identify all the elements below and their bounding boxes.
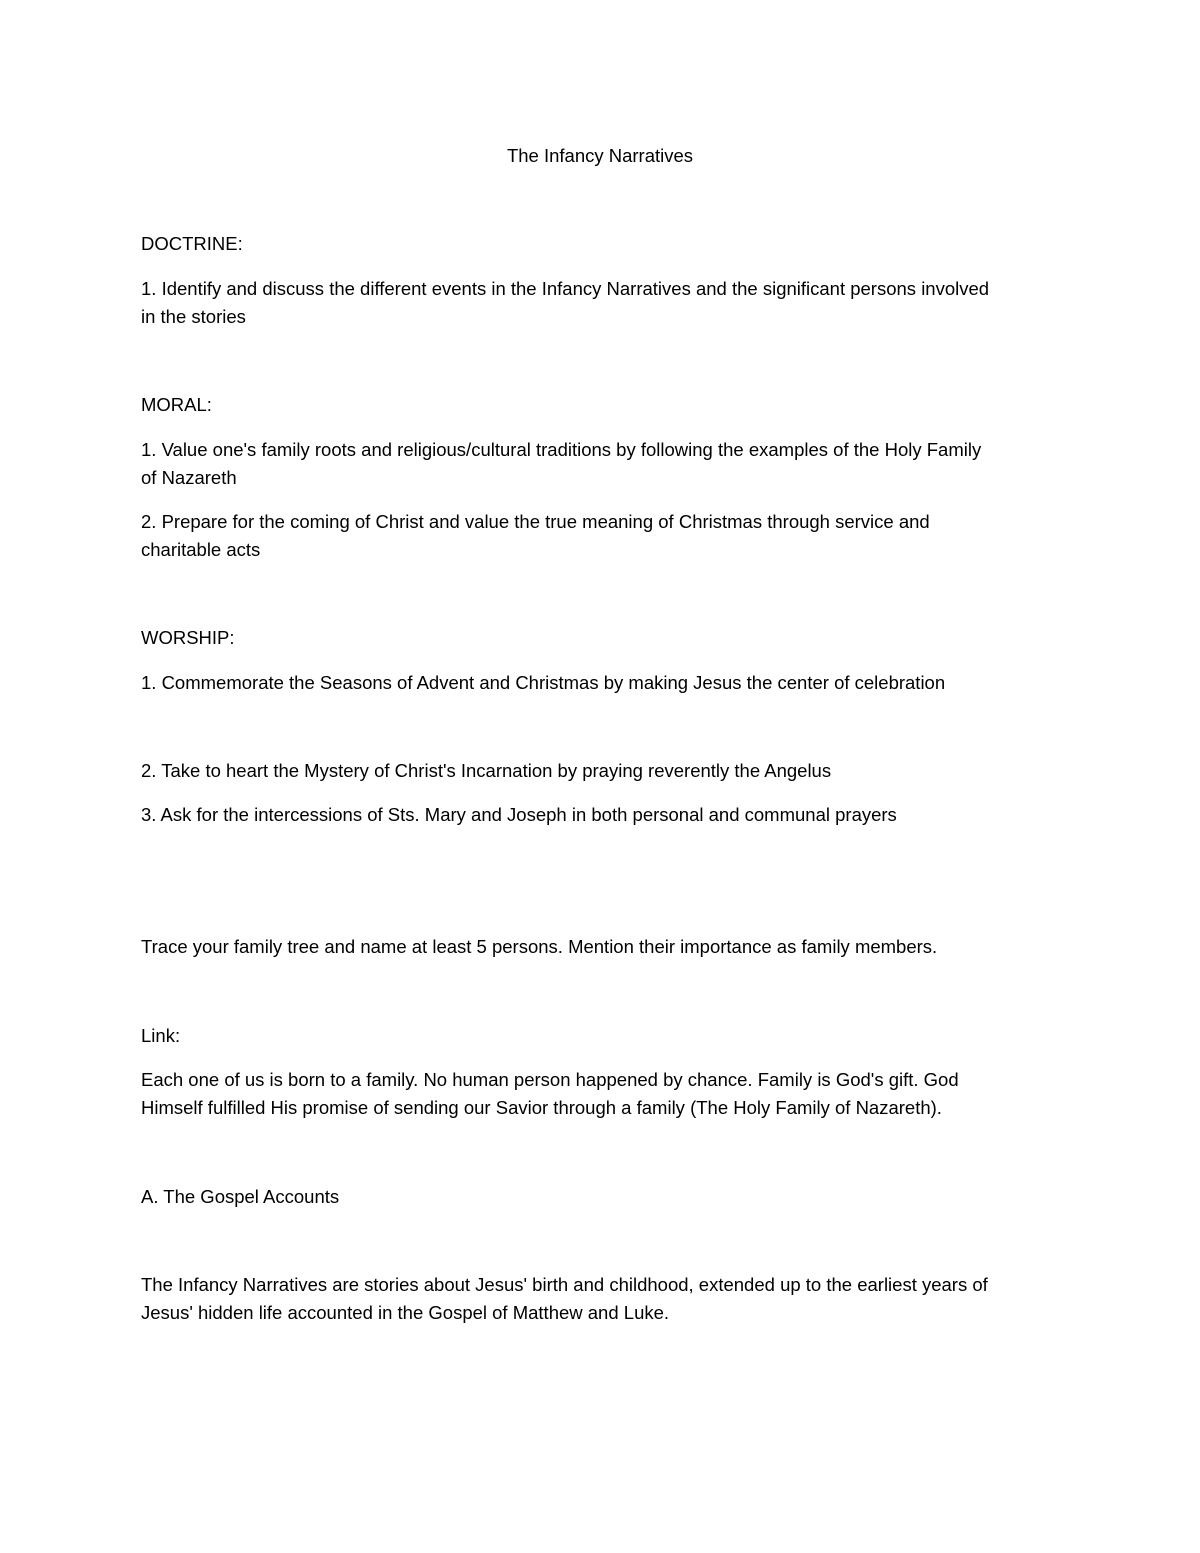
worship-heading: WORSHIP: [141,627,235,648]
link-heading: Link: [141,1025,181,1046]
activity-instruction: Trace your family tree and name at least 5 persons. Mention their importance as family members. [141,936,938,957]
section-a-paragraph-line-2: Jesus' hidden life accounted in the Gospel of Matthew and Luke. [141,1302,670,1323]
doctrine-item-1-line-1: 1. Identify and discuss the different events in the Infancy Narratives and the significant persons involved [141,278,990,299]
link-paragraph-line-1: Each one of us is born to a family. No human person happened by chance. Family is God's gift. God [141,1069,959,1090]
worship-item-3: 3. Ask for the intercessions of Sts. Mary and Joseph in both personal and communal prayers [141,804,897,825]
doctrine-heading: DOCTRINE: [141,233,243,254]
worship-item-1: 1. Commemorate the Seasons of Advent and Christmas by making Jesus the center of celebration [141,672,946,693]
moral-item-2-line-2: charitable acts [141,539,261,560]
document-title: The Infancy Narratives [506,145,694,166]
moral-heading: MORAL: [141,394,212,415]
worship-item-2: 2. Take to heart the Mystery of Christ's Incarnation by praying reverently the Angelus [141,760,832,781]
moral-item-1-line-2: of Nazareth [141,467,237,488]
moral-item-2-line-1: 2. Prepare for the coming of Christ and value the true meaning of Christmas through service and [141,511,930,532]
moral-item-1-line-1: 1. Value one's family roots and religious/cultural traditions by following the examples of the Holy Family [141,439,982,460]
section-a-paragraph-line-1: The Infancy Narratives are stories about Jesus' birth and childhood, extended up to the earliest years of [141,1274,988,1295]
link-paragraph-line-2: Himself fulfilled His promise of sending our Savior through a family (The Holy Family of Nazareth). [141,1097,942,1118]
section-a-heading: A. The Gospel Accounts [141,1186,340,1207]
doctrine-item-1-line-2: in the stories [141,306,246,327]
